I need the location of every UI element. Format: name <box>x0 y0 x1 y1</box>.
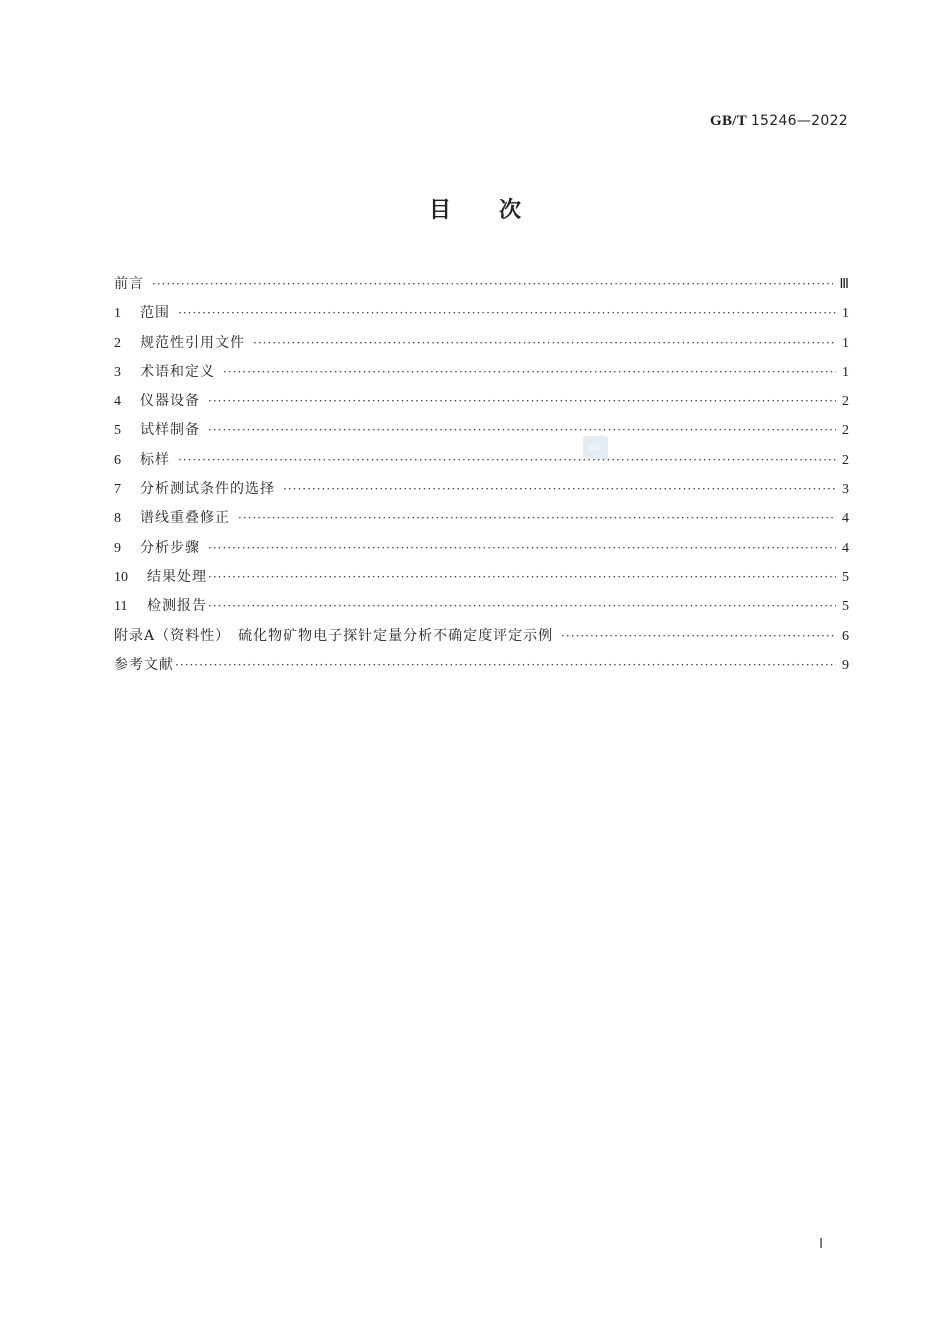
toc-entry-3[interactable] <box>114 358 849 387</box>
toc-leader-dots <box>152 270 833 299</box>
toc-entry-label <box>114 446 170 475</box>
toc-leader-dots <box>253 329 836 358</box>
toc-entry-label <box>114 563 207 592</box>
toc-entry-10[interactable] <box>114 563 849 592</box>
toc-entry-text: 标样 <box>140 451 170 468</box>
toc-entry-8[interactable] <box>114 504 849 533</box>
toc-entry-number: 4 <box>114 394 121 410</box>
toc-entry-page: 2 <box>842 423 849 439</box>
toc-entry-number: 2 <box>114 335 121 351</box>
toc-entry-page: 9 <box>842 657 849 673</box>
toc-leader-dots <box>223 358 836 387</box>
toc-entry-page: 3 <box>842 482 849 498</box>
toc-entry-text: 分析测试条件的选择 <box>140 481 275 498</box>
toc-entry-2[interactable] <box>114 329 849 358</box>
toc-entry-label <box>114 504 230 533</box>
toc-entry-page: 1 <box>842 335 849 351</box>
table-of-contents <box>114 270 849 680</box>
toc-entry-1[interactable] <box>114 299 849 328</box>
toc-leader-dots <box>208 563 836 592</box>
toc-leader-dots <box>208 416 836 445</box>
toc-leader-dots <box>178 446 836 475</box>
toc-entry-text: 结果处理 <box>147 568 207 585</box>
toc-entry-text: 谱线重叠修正 <box>140 510 230 527</box>
toc-entry-label: 附录A（资料性） 硫化物矿物电子探针定量分析不确定度评定示例 <box>114 627 554 644</box>
toc-entry-number: 7 <box>114 482 121 498</box>
toc-entry-4[interactable] <box>114 387 849 416</box>
toc-entry-label <box>114 416 200 445</box>
toc-leader-dots <box>561 622 836 651</box>
toc-entry-bibliography[interactable] <box>114 651 849 680</box>
toc-entry-text: 范围 <box>140 305 170 322</box>
toc-entry-number: 6 <box>114 452 121 468</box>
toc-entry-text: 规范性引用文件 <box>140 334 245 351</box>
toc-entry-label <box>114 534 200 563</box>
toc-entry-5[interactable] <box>114 416 849 445</box>
toc-leader-dots <box>208 534 836 563</box>
standard-code-number: 15246—2022 <box>750 113 848 129</box>
toc-entry-11[interactable] <box>114 592 849 621</box>
toc-entry-page: 6 <box>842 628 849 644</box>
toc-entry-label: 参考文献 <box>114 656 174 673</box>
toc-entry-number: 9 <box>114 540 121 556</box>
toc-entry-page: 2 <box>842 452 849 468</box>
toc-leader-dots <box>175 651 836 680</box>
toc-entry-number: 1 <box>114 306 121 322</box>
toc-entry-label: 前言 <box>114 276 144 292</box>
toc-entry-text: 仪器设备 <box>140 393 200 410</box>
toc-entry-label <box>114 299 170 328</box>
standard-code-prefix: GB/T <box>709 113 747 129</box>
toc-entry-label <box>114 329 245 358</box>
toc-entry-number: 11 <box>114 599 128 615</box>
toc-leader-dots <box>208 387 836 416</box>
toc-entry-text: 检测报告 <box>147 598 207 615</box>
toc-entry-text: 试样制备 <box>140 422 200 439</box>
toc-entry-label <box>114 475 275 504</box>
standard-code <box>710 113 848 130</box>
toc-entry-number: 3 <box>114 364 121 380</box>
toc-leader-dots <box>238 504 836 533</box>
toc-entry-9[interactable] <box>114 534 849 563</box>
toc-entry-label <box>114 592 207 621</box>
toc-entry-text: 术语和定义 <box>140 363 215 380</box>
toc-leader-dots <box>208 592 836 621</box>
toc-entry-text: 分析步骤 <box>140 539 200 556</box>
toc-entry-page: 1 <box>842 306 849 322</box>
toc-entry-6[interactable] <box>114 446 849 475</box>
toc-entry-number: 8 <box>114 511 121 527</box>
toc-entry-page: Ⅲ <box>839 277 849 292</box>
toc-entry-page: 5 <box>842 569 849 585</box>
toc-entry-foreword[interactable] <box>114 270 849 299</box>
toc-entry-page: 2 <box>842 394 849 410</box>
toc-entry-page: 1 <box>842 364 849 380</box>
toc-entry-label <box>114 358 215 387</box>
toc-entry-number: 10 <box>114 569 128 585</box>
toc-leader-dots <box>178 299 836 328</box>
toc-entry-page: 4 <box>842 540 849 556</box>
toc-entry-page: 5 <box>842 599 849 615</box>
toc-entry-page: 4 <box>842 511 849 527</box>
toc-leader-dots <box>283 475 836 504</box>
toc-entry-appendix-a[interactable] <box>114 622 849 651</box>
watermark-logo: SDC <box>583 436 608 459</box>
toc-entry-7[interactable] <box>114 475 849 504</box>
toc-entry-number: 5 <box>114 423 121 439</box>
page-number: Ⅰ <box>819 1237 824 1252</box>
toc-title: 目次 <box>428 198 569 223</box>
toc-entry-label <box>114 387 200 416</box>
